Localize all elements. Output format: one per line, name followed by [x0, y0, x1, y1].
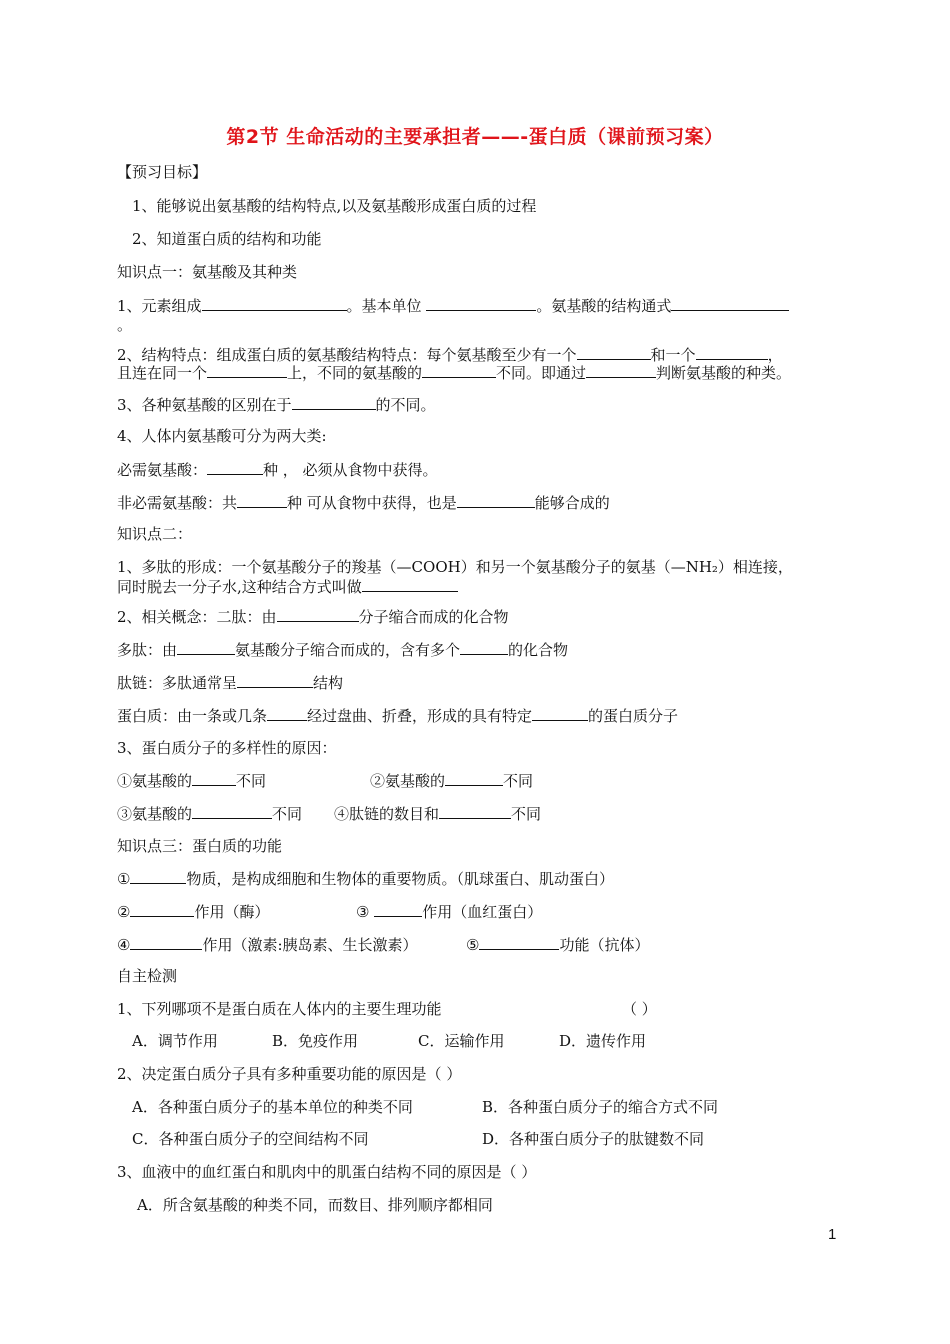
polypeptide-text-c: 的化合物 — [508, 641, 569, 659]
q2-option-b[interactable]: B．各种蛋白质分子的缩合方式不同 — [482, 1098, 719, 1116]
k2-heading: 知识点二： — [117, 525, 193, 543]
answer-blank[interactable] — [207, 459, 263, 475]
page-number: 1 — [828, 1226, 837, 1243]
diversity-3-text-b: 不同 — [272, 805, 303, 823]
answer-blank[interactable] — [460, 639, 508, 655]
k3-heading: 知识点三：蛋白质的功能 — [117, 837, 283, 855]
k1-q2-text-b: 和一个 — [650, 346, 696, 364]
q1-option-d[interactable]: D．遗传作用 — [559, 1032, 647, 1050]
q2-option-d[interactable]: D．各种蛋白质分子的肽键数不同 — [482, 1130, 705, 1148]
nonessential-text-c: 能够合成的 — [534, 494, 610, 512]
polypeptide-line — [117, 639, 568, 660]
answer-blank[interactable] — [192, 803, 272, 819]
answer-blank[interactable] — [586, 362, 656, 378]
k1-q2-text-e: 上，不同的氨基酸的 — [287, 364, 423, 382]
function-5-text-a: ⑤ — [466, 936, 480, 954]
diversity-reason-1 — [117, 770, 266, 791]
essential-amino-acids — [117, 459, 438, 480]
k1-q4: 4、人体内氨基酸可分为两大类: — [117, 427, 327, 445]
answer-blank[interactable] — [130, 868, 186, 884]
peptide-chain-text-a: 肽链：多肽通常呈 — [117, 674, 238, 692]
answer-blank[interactable] — [292, 394, 376, 410]
answer-blank[interactable] — [130, 934, 202, 950]
page-title: 第2节 生命活动的主要承担者——-蛋白质（课前预习案） — [226, 126, 724, 148]
k1-q2-text-g: 判断氨基酸的种类。 — [656, 364, 792, 382]
check-q2: 2、决定蛋白质分子具有多种重要功能的原因是（ ） — [117, 1065, 462, 1083]
essential-text-a: 必需氨基酸： — [117, 461, 208, 479]
answer-blank[interactable] — [577, 344, 651, 360]
answer-blank[interactable] — [671, 295, 789, 311]
function-4 — [117, 934, 418, 955]
peptide-chain-line — [117, 672, 343, 693]
answer-blank[interactable] — [457, 492, 535, 508]
k1-heading: 知识点一：氨基酸及其种类 — [117, 263, 298, 281]
answer-blank[interactable] — [267, 705, 307, 721]
goal-2: 2、知道蛋白质的结构和功能 — [132, 230, 322, 248]
function-2-text-a: ② — [117, 903, 131, 921]
check-q3: 3、血液中的血红蛋白和肌肉中的肌蛋白结构不同的原因是（ ） — [117, 1163, 537, 1181]
k2-p2-text-b: 分子缩合而成的化合物 — [358, 608, 509, 626]
k1-q1-end: 。 — [117, 316, 133, 334]
check-q1: 1、下列哪项不是蛋白质在人体内的主要生理功能 — [117, 1000, 442, 1018]
function-1-text-b: 物质，是构成细胞和生物体的重要物质。（肌球蛋白、肌动蛋白） — [186, 870, 614, 888]
protein-text-b: 经过盘曲、折叠，形成的具有特定 — [307, 707, 533, 725]
k1-q3 — [117, 394, 436, 415]
k1-q2-text-d: 且连在同一个 — [117, 364, 208, 382]
diversity-4-text-b: 不同 — [511, 805, 542, 823]
answer-blank[interactable] — [696, 344, 768, 360]
diversity-2-text-b: 不同 — [503, 772, 534, 790]
diversity-4-text-a: ④肽链的数目和 — [334, 805, 440, 823]
answer-blank[interactable] — [192, 770, 236, 786]
nonessential-text-b: 种 可从食物中获得，也是 — [287, 494, 457, 512]
k1-q1-text-b: 。基本单位 — [346, 297, 427, 315]
k2-p2-text-a: 2、相关概念：二肽：由 — [117, 608, 277, 626]
q2-option-c[interactable]: C．各种蛋白质分子的空间结构不同 — [132, 1130, 369, 1148]
essential-text-b: 种 ， 必须从食物中获得。 — [263, 461, 438, 479]
function-2 — [117, 901, 269, 922]
k1-q2-text-f: 不同。即通过 — [496, 364, 587, 382]
goal-1: 1、能够说出氨基酸的结构特点,以及氨基酸形成蛋白质的过程 — [132, 197, 537, 215]
protein-text-c: 的蛋白质分子 — [588, 707, 679, 725]
answer-blank[interactable] — [277, 606, 359, 622]
function-2-text-b: 作用（酶） — [194, 903, 270, 921]
function-3-text-b: 作用（血红蛋白） — [422, 903, 543, 921]
k2-p1-line1: 1、多肽的形成：一个氨基酸分子的羧基（—COOH）和另一个氨基酸分子的氨基（—NH₂）相连接， — [117, 558, 793, 576]
answer-blank[interactable] — [130, 901, 194, 917]
diversity-reason-2 — [370, 770, 533, 791]
answer-blank[interactable] — [362, 576, 458, 592]
k2-p1-text: 同时脱去一分子水,这种结合方式叫做 — [117, 578, 362, 596]
k1-q1-text-a: 1、元素组成 — [117, 297, 202, 315]
k1-q2-line2 — [117, 362, 791, 383]
answer-blank[interactable] — [177, 639, 235, 655]
q1-option-c[interactable]: C．运输作用 — [418, 1032, 505, 1050]
function-5 — [466, 934, 649, 955]
answer-blank[interactable] — [445, 770, 503, 786]
diversity-reason-3 — [117, 803, 302, 824]
goals-heading: 【预习目标】 — [117, 163, 208, 181]
diversity-2-text-a: ②氨基酸的 — [370, 772, 446, 790]
answer-blank[interactable] — [479, 934, 559, 950]
diversity-3-text-a: ③氨基酸的 — [117, 805, 193, 823]
k2-p2 — [117, 606, 509, 627]
answer-blank[interactable] — [426, 295, 536, 311]
answer-blank[interactable] — [439, 803, 511, 819]
protein-line — [117, 705, 678, 726]
answer-blank[interactable] — [207, 362, 287, 378]
answer-blank[interactable] — [202, 295, 347, 311]
peptide-chain-text-b: 结构 — [313, 674, 344, 692]
k1-q3-text-b: 的不同。 — [375, 396, 436, 414]
diversity-1-text-b: 不同 — [236, 772, 267, 790]
q3-option-a[interactable]: A．所含氨基酸的种类不同，而数目、排列顺序都相同 — [137, 1196, 493, 1214]
function-3 — [356, 901, 542, 922]
q1-option-b[interactable]: B．免疫作用 — [272, 1032, 359, 1050]
nonessential-amino-acids — [117, 492, 610, 513]
answer-blank[interactable] — [532, 705, 588, 721]
polypeptide-text-a: 多肽：由 — [117, 641, 178, 659]
answer-blank[interactable] — [237, 492, 287, 508]
answer-blank[interactable] — [422, 362, 496, 378]
q1-option-a[interactable]: A．调节作用 — [132, 1032, 218, 1050]
diversity-1-text-a: ①氨基酸的 — [117, 772, 193, 790]
polypeptide-text-b: 氨基酸分子缩合而成的，含有多个 — [235, 641, 461, 659]
function-1 — [117, 868, 614, 889]
k1-q1-text-c: 。氨基酸的结构通式 — [536, 297, 672, 315]
k1-q3-text-a: 3、各种氨基酸的区别在于 — [117, 396, 292, 414]
function-1-text-a: ① — [117, 870, 131, 888]
function-4-text-b: 作用（激素:胰岛素、生长激素） — [202, 936, 418, 954]
k1-q1 — [117, 295, 789, 316]
q2-option-a[interactable]: A．各种蛋白质分子的基本单位的种类不同 — [132, 1098, 413, 1116]
diversity-reason-4 — [334, 803, 541, 824]
answer-blank[interactable] — [237, 672, 313, 688]
k2-p3: 3、蛋白质分子的多样性的原因： — [117, 739, 337, 757]
nonessential-text-a: 非必需氨基酸：共 — [117, 494, 238, 512]
k2-p1-line2 — [117, 576, 458, 597]
protein-text-a: 蛋白质：由一条或几条 — [117, 707, 268, 725]
function-3-text-a: ③ — [356, 903, 375, 921]
function-5-text-b: 功能（抗体） — [559, 936, 650, 954]
k1-q2-text-a: 2、结构特点：组成蛋白质的氨基酸结构特点：每个氨基酸至少有一个 — [117, 346, 577, 364]
answer-blank[interactable] — [374, 901, 422, 917]
k1-q2-text-c: ， — [767, 346, 783, 364]
function-4-text-a: ④ — [117, 936, 131, 954]
self-check-heading: 自主检测 — [117, 967, 178, 985]
answer-bracket[interactable]: （ ） — [622, 1000, 657, 1018]
